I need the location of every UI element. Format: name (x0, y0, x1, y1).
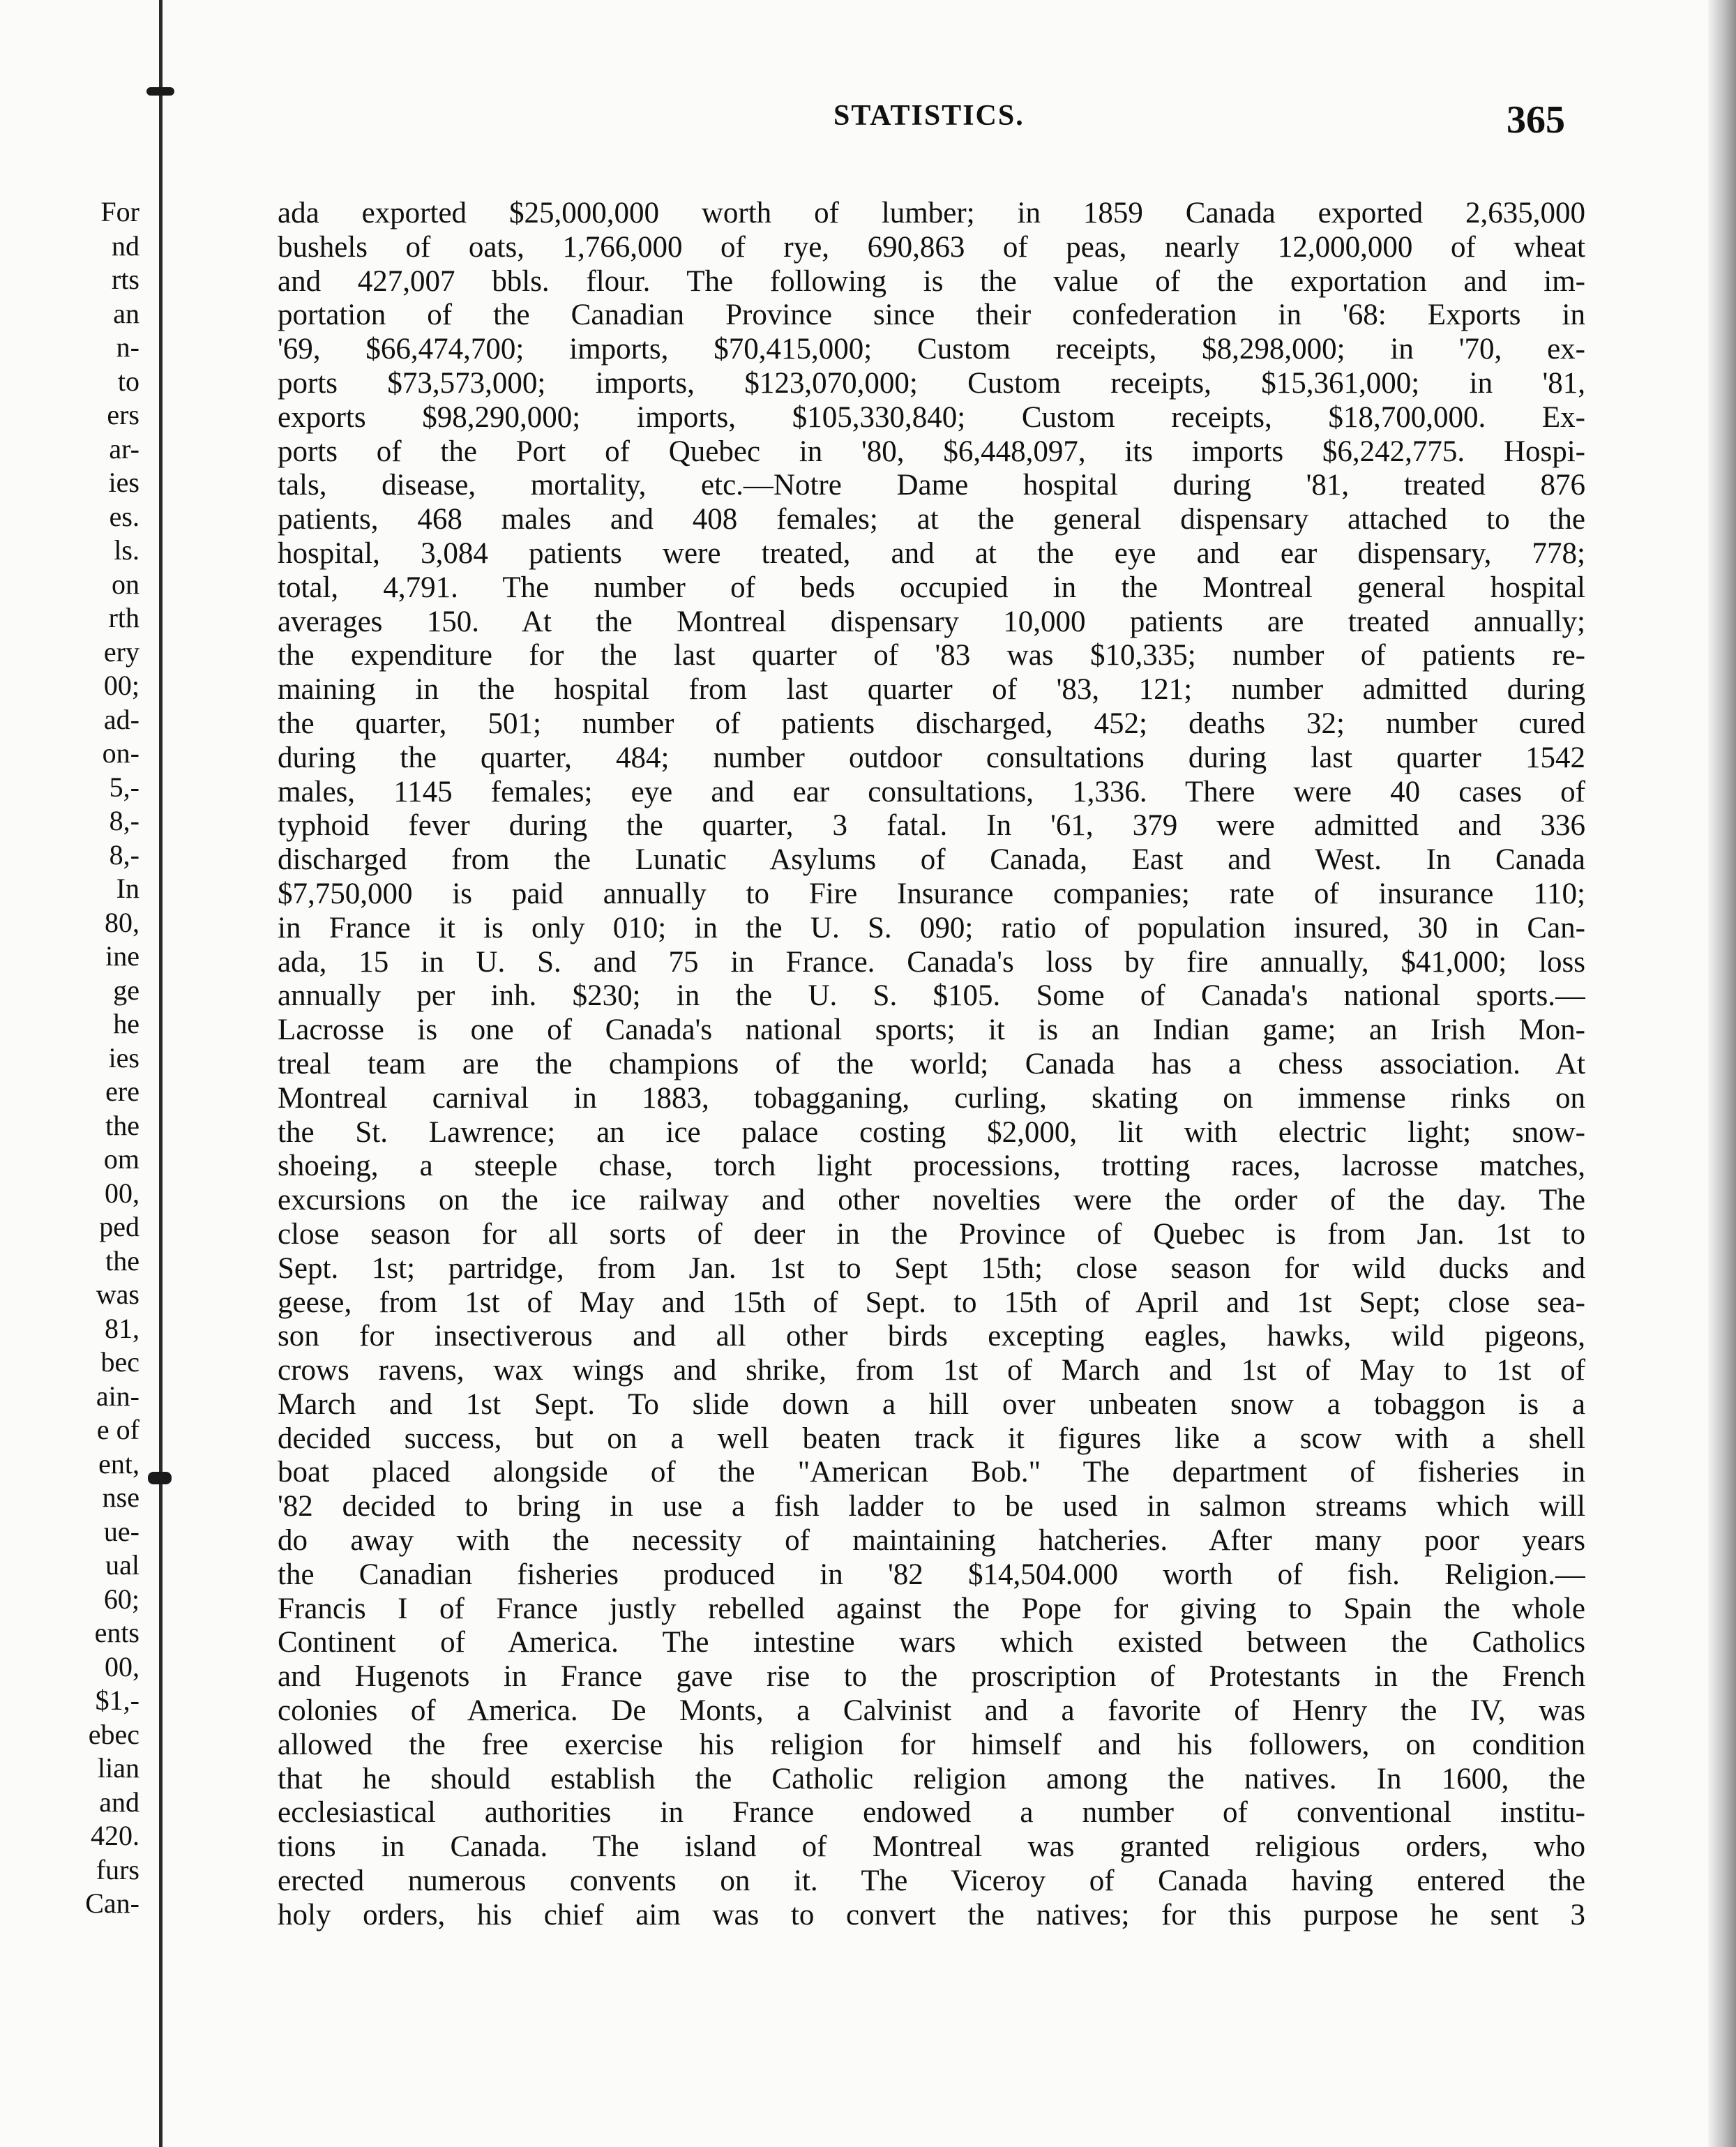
text-line: tions in Canada. The island of Montreal was granted religious orders, who (278, 1830, 1585, 1864)
text-line: March and 1st Sept. To slide down a hill over unbeaten snow a tobaggon is a (278, 1387, 1585, 1421)
previous-page-fragments (0, 195, 139, 1921)
text-line: close season for all sorts of deer in the Province of Quebec is from Jan. 1st to (278, 1217, 1585, 1251)
text-line: treal team are the champions of the world; Canada has a chess association. At (278, 1047, 1585, 1080)
text-line: in France it is only 010; in the U. S. 090; ratio of population insured, 30 in Can- (278, 911, 1585, 944)
fragment-line: nd (112, 229, 139, 262)
running-head: STATISTICS. (833, 100, 1025, 132)
fragment-line: ue- (103, 1515, 139, 1547)
fragment-line: ebec (88, 1718, 139, 1750)
fragment-line: on- (102, 737, 139, 769)
text-line: during the quarter, 484; number outdoor consultations during last quarter 1542 (278, 741, 1585, 774)
fragment-line: ge (113, 974, 139, 1006)
gutter-mark (148, 1472, 172, 1484)
body-text (278, 197, 1585, 1933)
fragment-line: on (112, 568, 139, 600)
fragment-line: ent, (98, 1447, 139, 1479)
fragment-line: om (103, 1143, 139, 1175)
gutter-mark (146, 87, 174, 96)
text-line: ports of the Port of Quebec in '80, $6,448,097, its imports $6,242,775. Hospi- (278, 435, 1585, 468)
fragment-line: ain- (96, 1380, 139, 1412)
text-line: total, 4,791. The number of beds occupied in the Montreal general hospital (278, 571, 1585, 604)
text-line: ecclesiastical authorities in France endowed a number of conventional institu- (278, 1796, 1585, 1830)
text-line: portation of the Canadian Province since their confederation in '68: Exports in (278, 299, 1585, 332)
text-line: holy orders, his chief aim was to convert the natives; for this purpose he sent 3 (278, 1898, 1585, 1931)
fragment-line: Can- (85, 1888, 139, 1919)
text-line: $7,750,000 is paid annually to Fire Insurance companies; rate of insurance 110; (278, 877, 1585, 910)
text-line: exports $98,290,000; imports, $105,330,840; Custom receipts, $18,700,000. Ex- (278, 400, 1585, 434)
text-line: Francis I of France justly rebelled against the Pope for giving to Spain the whole (278, 1592, 1585, 1625)
fragment-line: nse (102, 1482, 139, 1513)
fragment-line: ped (99, 1211, 139, 1242)
fragment-line: 8,- (109, 805, 139, 836)
fragment-line: 00, (105, 1177, 139, 1209)
text-line: the Canadian fisheries produced in '82 $14,504.000 worth of fish. Religion.— (278, 1558, 1585, 1591)
text-line: bushels of oats, 1,766,000 of rye, 690,863 of peas, nearly 12,000,000 of wheat (278, 230, 1585, 264)
page-number: 365 (1507, 98, 1565, 142)
fragment-line: to (117, 365, 139, 397)
fragment-line: ar- (109, 432, 139, 465)
fragment-line: and (99, 1786, 139, 1818)
fragment-line: 5,- (109, 771, 139, 803)
text-line: patients, 468 males and 408 females; at the general dispensary attached to the (278, 503, 1585, 536)
fragment-line: 81, (105, 1312, 139, 1344)
page-edge-shadow (1708, 0, 1736, 2147)
text-line: discharged from the Lunatic Asylums of Canada, East and West. In Canada (278, 843, 1585, 877)
fragment-line: ies (108, 1041, 139, 1074)
fragment-line: bec (100, 1346, 139, 1378)
text-line: erected numerous convents on it. The Viceroy of Canada having entered the (278, 1864, 1585, 1898)
text-line: the St. Lawrence; an ice palace costing $2,000, lit with electric light; snow- (278, 1115, 1585, 1149)
text-line: ada exported $25,000,000 worth of lumber; in 1859 Canada exported 2,635,000 (278, 197, 1585, 229)
fragment-line: ad- (103, 703, 139, 735)
text-line: the quarter, 501; number of patients discharged, 452; deaths 32; number cured (278, 707, 1585, 740)
fragment-line: the (105, 1244, 139, 1276)
text-line: allowed the free exercise his religion for himself and his followers, on condition (278, 1728, 1585, 1761)
fragment-line: For (100, 196, 139, 227)
text-line: Lacrosse is one of Canada's national sports; it is an Indian game; an Irish Mon- (278, 1014, 1585, 1047)
text-line: tals, disease, mortality, etc.—Notre Dame hospital during '81, treated 876 (278, 469, 1585, 502)
text-line: and 427,007 bbls. flour. The following is the value of the exportation and im- (278, 264, 1585, 298)
fragment-line: an (113, 297, 139, 329)
text-line: Continent of America. The intestine wars which existed between the Catholics (278, 1626, 1585, 1659)
text-line: Montreal carnival in 1883, tobagganing, curling, skating on immense rinks on (278, 1081, 1585, 1115)
fragment-line: n- (116, 331, 139, 363)
text-line: and Hugenots in France gave rise to the proscription of Protestants in the French (278, 1660, 1585, 1694)
fragment-line: furs (96, 1853, 139, 1885)
fragment-line: 80, (105, 906, 139, 938)
text-line: '82 decided to bring in use a fish ladder to be used in salmon streams which will (278, 1490, 1585, 1523)
text-line: hospital, 3,084 patients were treated, and at the eye and ear dispensary, 778; (278, 536, 1585, 570)
text-line: decided success, but on a well beaten track it figures like a scow with a shell (278, 1422, 1585, 1455)
fragment-line: ents (94, 1617, 139, 1648)
fragment-line: ine (105, 940, 139, 972)
text-line: shoeing, a steeple chase, torch light processions, trotting races, lacrosse matches, (278, 1150, 1585, 1183)
text-line: boat placed alongside of the "American Bob." The department of fisheries in (278, 1456, 1585, 1489)
text-line: Sept. 1st; partridge, from Jan. 1st to Sept 15th; close season for wild ducks and (278, 1251, 1585, 1285)
fragment-line: In (116, 873, 139, 904)
fragment-line: 00, (105, 1650, 139, 1682)
fragment-line: es. (109, 500, 139, 532)
fragment-line: ery (103, 635, 139, 668)
text-line: annually per inh. $230; in the U. S. $105. Some of Canada's national sports.— (278, 979, 1585, 1013)
fragment-line: rts (112, 264, 139, 295)
fragment-line: ers (107, 399, 139, 430)
text-line: ports $73,573,000; imports, $123,070,000; Custom receipts, $15,361,000; in '81, (278, 366, 1585, 400)
text-line: geese, from 1st of May and 15th of Sept. to 15th of April and 1st Sept; close sea- (278, 1286, 1585, 1319)
text-line: colonies of America. De Monts, a Calvinist and a favorite of Henry the IV, was (278, 1694, 1585, 1728)
fragment-line: lian (98, 1752, 139, 1784)
gutter-fold-line (159, 0, 163, 2147)
text-line: excursions on the ice railway and other novelties were the order of the day. The (278, 1184, 1585, 1217)
text-line: averages 150. At the Montreal dispensary 10,000 patients are treated annually; (278, 605, 1585, 638)
fragment-line: $1,- (95, 1685, 139, 1716)
text-line: do away with the necessity of maintaining hatcheries. After many poor years (278, 1524, 1585, 1558)
fragment-line: e of (96, 1414, 139, 1445)
fragment-line: he (113, 1008, 139, 1039)
text-line: typhoid fever during the quarter, 3 fatal. In '61, 379 were admitted and 336 (278, 809, 1585, 843)
fragment-line: ls. (114, 534, 139, 566)
text-line: '69, $66,474,700; imports, $70,415,000; Custom receipts, $8,298,000; in '70, ex- (278, 333, 1585, 366)
fragment-line: 60; (103, 1583, 139, 1615)
fragment-line: ies (108, 467, 139, 498)
fragment-line: 8,- (109, 838, 139, 871)
text-line: ada, 15 in U. S. and 75 in France. Canada's loss by fire annually, $41,000; loss (278, 945, 1585, 979)
fragment-line: ual (105, 1549, 139, 1581)
fragment-line: ere (105, 1076, 139, 1107)
fragment-line: 420. (91, 1820, 139, 1851)
text-line: son for insectiverous and all other birds excepting eagles, hawks, wild pigeons, (278, 1320, 1585, 1353)
fragment-line: 00; (103, 670, 139, 701)
text-line: males, 1145 females; eye and ear consultations, 1,336. There were 40 cases of (278, 775, 1585, 808)
text-line: crows ravens, wax wings and shrike, from 1st of March and 1st of May to 1st of (278, 1354, 1585, 1387)
fragment-line: was (96, 1279, 139, 1310)
text-line: that he should establish the Catholic religion among the natives. In 1600, the (278, 1762, 1585, 1795)
fragment-line: rth (108, 602, 139, 633)
text-line: the expenditure for the last quarter of '83 was $10,335; number of patients re- (278, 639, 1585, 672)
text-line: maining in the hospital from last quarter of '83, 121; number admitted during (278, 673, 1585, 707)
fragment-line: the (105, 1109, 139, 1141)
